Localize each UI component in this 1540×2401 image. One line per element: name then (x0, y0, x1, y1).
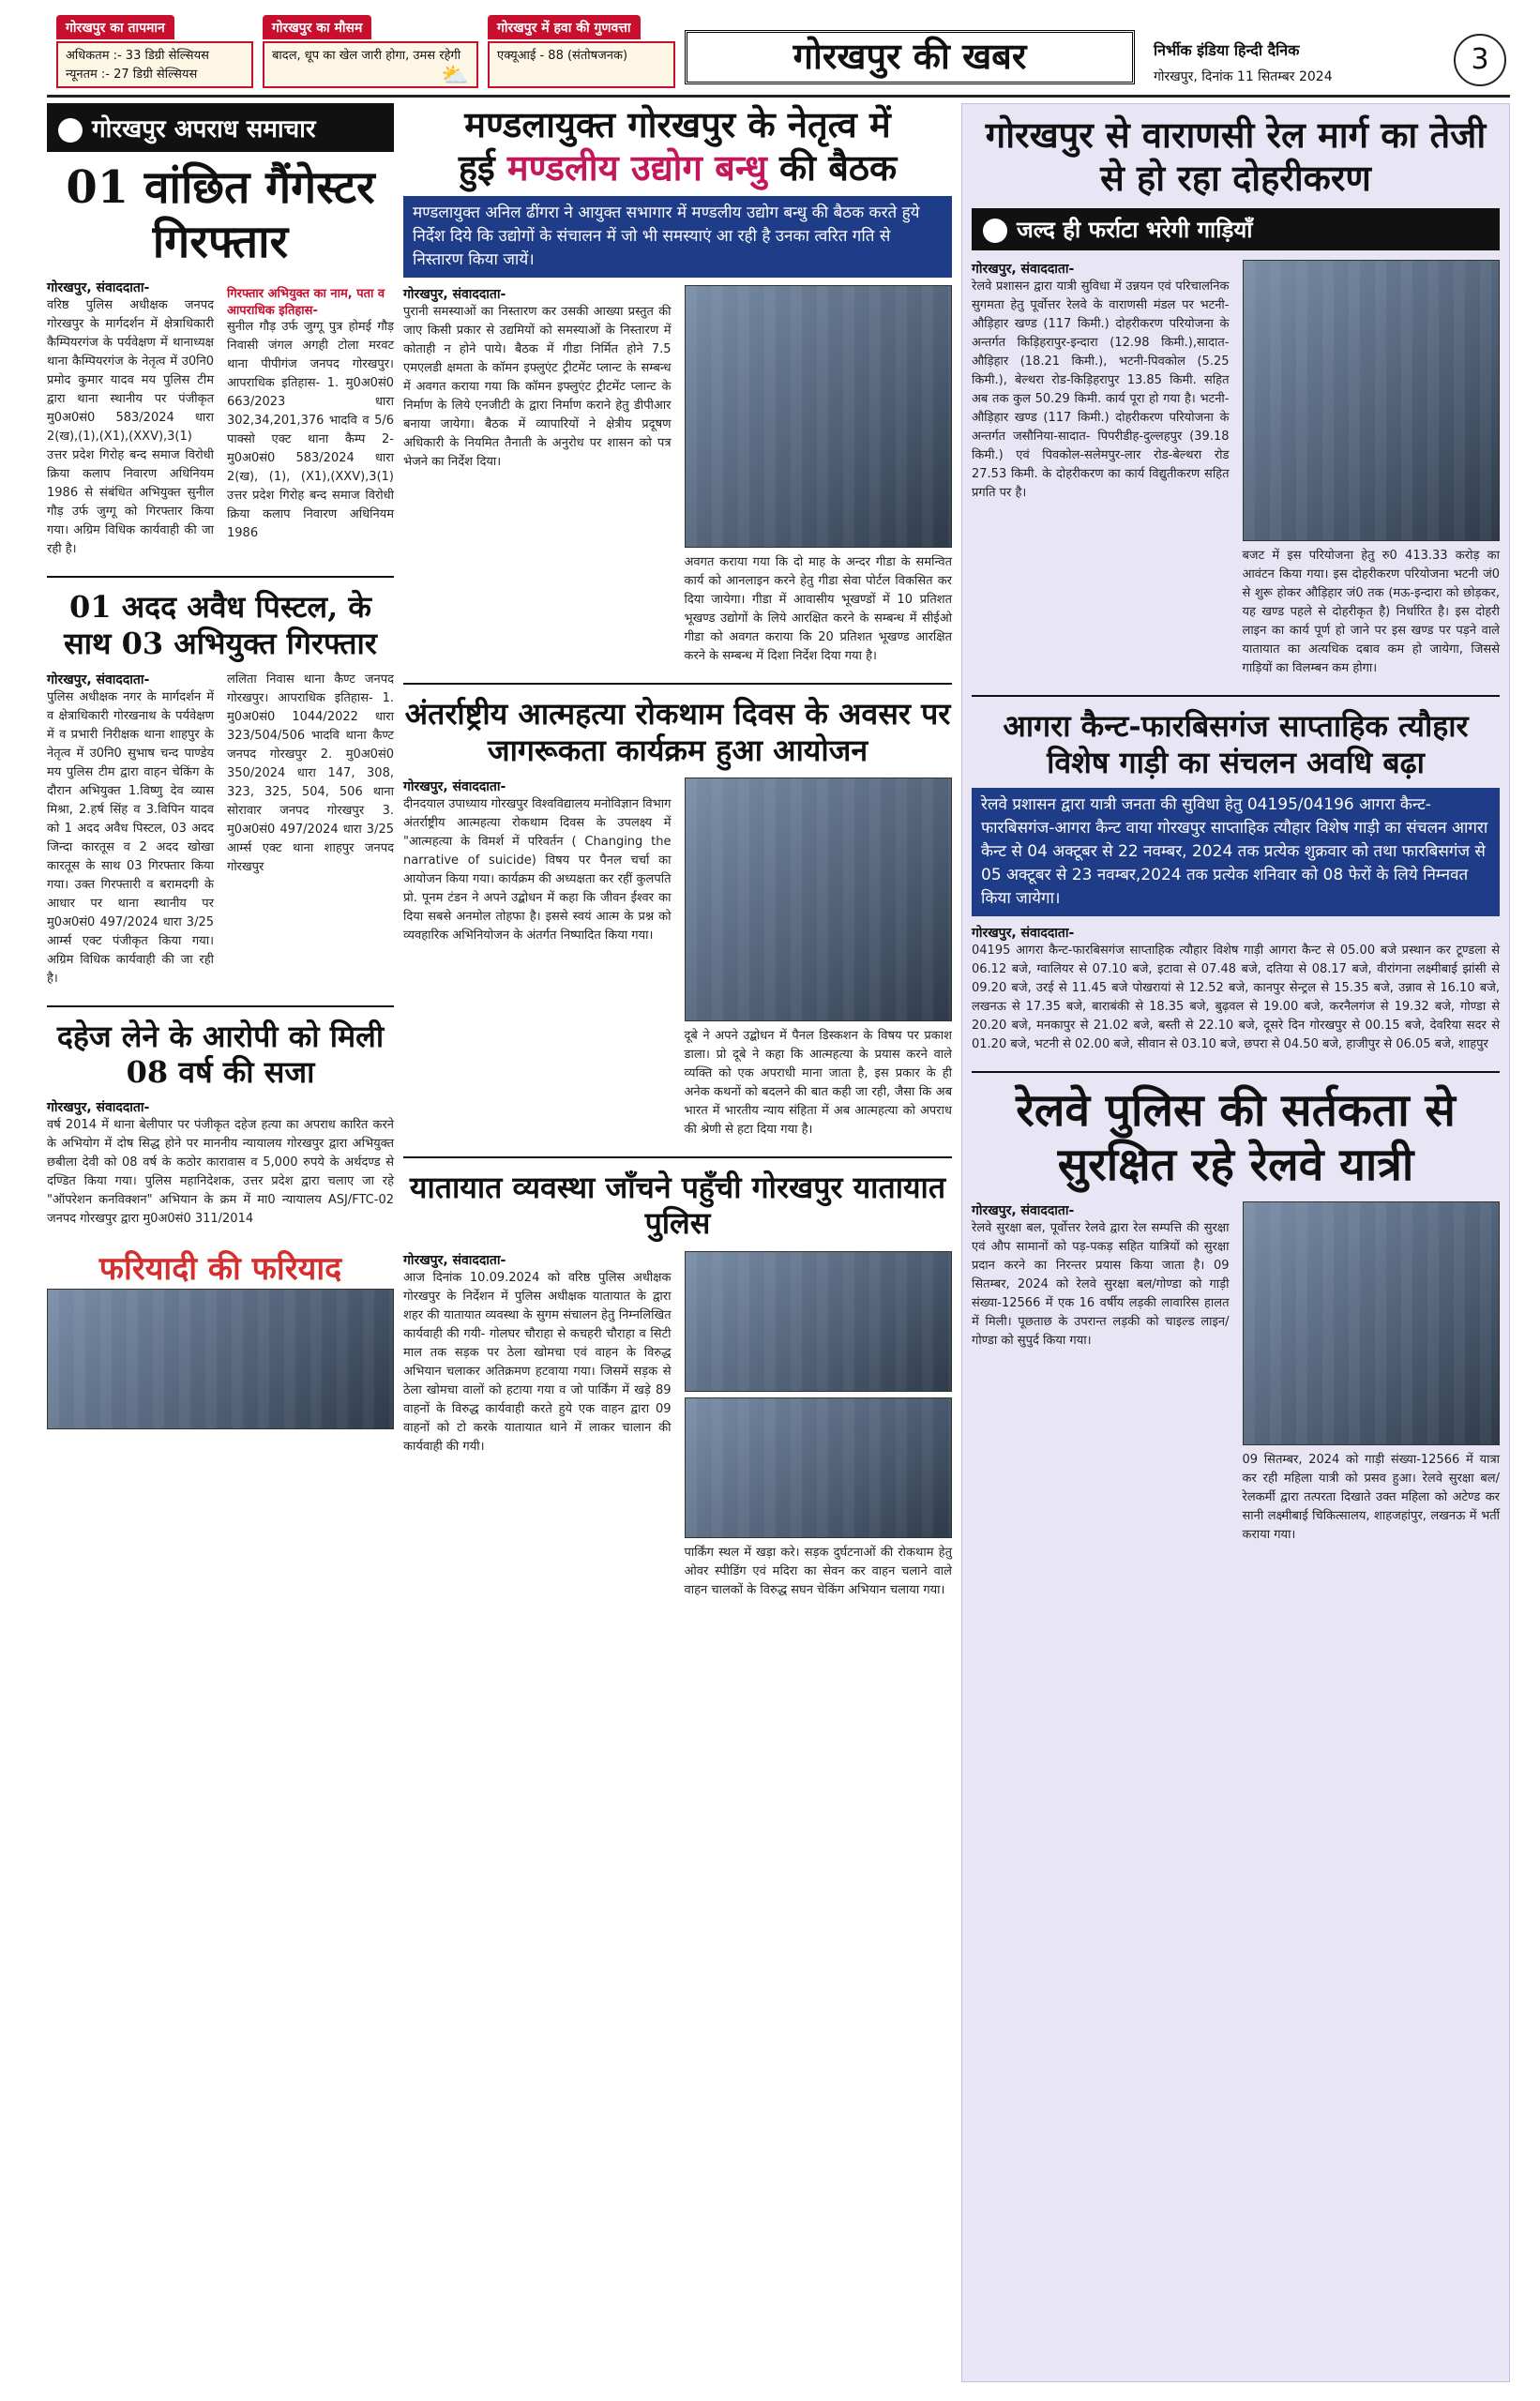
section-title: गोरखपुर की खबर (685, 30, 1135, 84)
story-body-cont: पार्किंग स्थल में खड़ा करे। सड़क दुर्घटनाओं की रोकथाम हेतु ओवर स्पीडिंग एवं मदिरा का सेवन कर वाहन चलाने वाले वाहन चालकों के विरुद्ध सघन चेकिंग अभियान चलाया गया। (684, 1545, 952, 1597)
weather-box (263, 41, 478, 88)
dateline: गोरखपुर, दिनांक 11 सितम्बर 2024 (1154, 69, 1333, 84)
story-rail-doubling (972, 113, 1500, 678)
meeting-photo (685, 285, 953, 548)
story-headline: रेलवे पुलिस की सर्तकता से सुरक्षित रहे रेलवे यात्री (1016, 1083, 1456, 1191)
masthead (47, 11, 1510, 98)
left-column (47, 103, 394, 1429)
story-gangster-arrest (47, 161, 394, 559)
side-body: सुनील गौड़ उर्फ जुग्गू पुत्र होमई गौड़ निवासी जंगल अगही टोला मरवट थाना पीपीगंज जनपद गोरखपुर। आपराधिक इतिहास- 1. मु0अ0सं0 663/2023 धारा 302,34,201,376 भादवि व 5/6 पाक्सो एक्ट थाना कैम्प 2- मु0अ0सं0 583/2024 धारा 2(ख), (1), (X1),(XXV),3(1) उत्तर प्रदेश गिरोह बन्द समाज विरोधी क्रिया कलाप निवारण अधिनियम 1986 (227, 320, 394, 541)
story-dowry-sentence (47, 1019, 394, 1229)
byline: गोरखपुर, संवाददाता- (47, 1099, 150, 1115)
story-pistol-arrest (47, 589, 394, 989)
story-headline: यातायात व्यवस्था जाँचने पहुँची गोरखपुर यातायात पुलिस (409, 1169, 946, 1242)
story-subhead: जल्द ही फर्राटा भरेगी गाड़ियाँ (972, 208, 1500, 250)
story-body-cont: 09 सितम्बर, 2024 को गाड़ी संख्या-12566 में यात्रा कर रही महिला यात्री को प्रसव हुआ। रेलवे सुरक्षा बल/रेलकर्मी द्वारा तत्परता दिखाते उक्त महिला को अटेण्ड कर सानी लक्ष्मीबाई चिकित्सालय, शाहजहांपुर, लखनऊ में भर्ती कराया गया। (1242, 1453, 1500, 1543)
story-body: वर्ष 2014 में थाना बेलीपार पर पंजीकृत दहेज हत्या का अपराध कारित करने के अभियोग में दोष सिद्ध होने पर माननीय न्यायालय गोरखपुर द्वारा अभियुक्त छबीला देवी को 08 वर्ष के कठोर कारावास व 5,000 रुपये के अर्थदण्ड से दण्डित किया गया। पुलिस महानिदेशक, उत्तर प्रदेश द्वारा चलाए जा रहे "ऑपरेशन कनविक्शन" अभियान के क्रम में मा0 न्यायालय ASJ/FTC-02 जनपद गोरखपुर द्वारा मु0अ0सं0 311/2014 (47, 1117, 394, 1226)
byline: गोरखपुर, संवाददाता- (972, 925, 1075, 941)
side-body: ललिता निवास थाना कैण्ट जनपद गोरखपुर। आपराधिक इतिहास- 1. मु0अ0सं0 1044/2022 धारा 323/504/506 भादवि थाना कैण्ट जनपद गोरखपुर 2. मु0अ0सं0 350/2024 धारा 147, 308, 323, 325, 504, 506 थाना सोरावार जनपद गोरखपुर 3. मु0अ0सं0 497/2024 धारा 3/25 आर्म्स एक्ट थाना शाहपुर जनपद गोरखपुर (227, 672, 394, 874)
story-rpf-alertness (972, 1084, 1500, 1545)
story-body-cont: बजट में इस परियोजना हेतु रु0 413.33 करोड़ का आवंटन किया गया। इस दोहरीकरण परियोजना भटनी जं0 से शुरू होकर औड़िहार जं0 तक (मऊ-इन्दारा को छोड़कर, यह खण्ड पहले से दोहरीकृत है) निर्धारित है। इस दोहरी लाइन का कार्य पूर्ण हो जाने पर इस खण्ड पर पड़ने वाले यातायात का अत्यधिक दबाव कम हो जायेगा, जिससे गाड़ियों का विलम्बन कम होगा। (1242, 549, 1500, 676)
story-traffic-police (403, 1170, 952, 1600)
divider (972, 1071, 1500, 1073)
crime-news-kicker: गोरखपुर अपराध समाचार (47, 103, 394, 152)
rpf-patrol-photo (1243, 1201, 1501, 1445)
story-body: आज दिनांक 10.09.2024 को वरिष्ठ पुलिस अधीक्षक गोरखपुर के निर्देशन में पुलिस अधीक्षक यातायात के द्वारा शहर की यातायात व्यवस्था के सुगम संचालन हेतु निम्नलिखित कार्यवाही की गयी- गोलघर चौराहा से कचहरी चौराहा व सिटी माल तक सड़क पर ठेला खोमचा एवं वाहन के विरुद्ध अभियान चलाकर अतिक्रमण हटवाया गया। जिसमें सड़क से ठेला खोमचा वालों को हटाया गया व जो पार्किंग में खड़े 89 वाहनों के विरुद्ध कार्यवाही करते हुये एक वाहन द्वारा 09 वाहनों को टो करके यातायात थाने में लाकर चालान की कार्यवाही की गयी। (403, 1270, 672, 1454)
byline: गोरखपुर, संवाददाता- (403, 778, 506, 794)
aqi-box (488, 41, 675, 88)
byline: गोरखपुर, संवाददाता- (972, 1203, 1075, 1219)
story-festival-train (972, 708, 1500, 1054)
byline: गोरखपुर, संवाददाता- (403, 287, 506, 303)
weather-text: बादल, धूप का खेल जारी होगा, उमस रहेगी (272, 49, 461, 63)
story-body: पुरानी समस्याओं का निस्तारण कर उसकी आख्या प्रस्तुत की जाए किसी प्रकार से उद्यमियों को समस्याओं के निस्तारण में कोताही न होने पाये। बैठक में गीडा निर्मित होने 7.5 एमएलडी क्षमता के कॉमन इफ्लुएंट ट्रीटमेंट प्लान्ट के सम्बन्ध में अवगत कराया गया कि कॉमन इफ्लुएंट ट्रीटमेंट प्लान्ट के निर्माण के लिये एनजीटी के द्वारा निर्माण कराने हेतु डीपीआर बनाया जायेगा। बैठक में व्यापारियों ने क्षेत्रीय प्रदूषण अधिकारी के नियमित तैनाती के अनुरोध पर शासन को पत्र भेजने का निर्देश दिया। (403, 305, 672, 470)
story-body: दीनदयाल उपाध्याय गोरखपुर विश्वविद्यालय मनोविज्ञान विभाग अंतर्राष्ट्रीय आत्महत्या रोकथाम दिवस के उपलक्ष्य में "आत्महत्या के विमर्श में परिवर्तन ( Changing the narrative of suicide) विषय पर पैनल चर्चा का आयोजन किया गया। कार्यक्रम की अध्यक्षता कर रहीं कुलपति प्रो. पूनम टंडन ने अपने उद्बोधन में कहा कि जीवन ईश्वर का दिया सबसे अनमोल तोहफा है। इससे स्वयं आत्म के प्रश्न को व्यवहारिक अभिनियोजन के अंतर्गत निष्पादित किया गया। (403, 796, 672, 943)
air-quality-tab: गोरखपुर में हवा की गुणवत्ता (488, 15, 641, 39)
office-photo (47, 1289, 394, 1429)
paper-name: निर्भीक इंडिया हिन्दी दैनिक (1154, 41, 1300, 59)
story-headline: 01 अदद अवैध पिस्टल, के साथ 03 अभियुक्त गिरफ्तार (64, 589, 377, 661)
story-body-cont: अवगत कराया गया कि दो माह के अन्दर गीडा के समन्वित कार्य को आनलाइन करने हेतु गीडा सेवा पोर्टल विकसित कर दिया जायेगा। गीडा में आवासीय भूखण्डों में 10 प्रतिशत भूखण्ड उद्योगों के लिये आरक्षित करने के सम्बन्ध में सीईओ गीडा को अवगत कराया कि 20 प्रतिशत भूखण्ड आरक्षित करने के सम्बन्ध में दिशा निर्देश दिया गया है। (684, 555, 952, 664)
story-body-cont: दूबे ने अपने उद्बोधन में पैनल डिस्कशन के विषय पर प्रकाश डाला। प्रो दूबे ने कहा कि आत्महत्या के प्रयास करने वाले व्यक्ति को एक अपराधी माना जाता है, इस प्रकार के ही अनेक कथनों को बदलने की बात कही जा रही, जैसा कि अब भारत में भारतीय न्याय संहिता में अब आत्महत्या को अपराध की श्रेणी से हटा दिया गया है। (684, 1028, 952, 1137)
min-temp: न्यूनतम :- 27 डिग्री सेल्सियस (66, 68, 198, 82)
seminar-photo (685, 778, 953, 1021)
story-udyog-bandhu (403, 103, 952, 666)
divider (47, 1005, 394, 1007)
aqi-text: एक्यूआई - 88 (संतोषजनक) (497, 49, 628, 63)
story-body: पुलिस अधीक्षक नगर के मार्गदर्शन में व क्षेत्राधिकारी गोरखनाथ के पर्यवेक्षण में व प्रभारी निरीक्षक थाना शाहपुर के नेतृत्व में उ0नि0 सुभाष चन्द पाण्डेय मय पुलिस टीम द्वारा वाहन चेकिंग के दौरान अभियुक्त 1.विष्णु देव व्यास मिश्रा, 2.हर्ष सिंह व 3.विपिन यादव को 1 अदद अवैध पिस्टल, 03 अदद जिन्दा कारतूस व 2 अदद खोखा कारतूस के साथ 03 गिरफ्तार किया गया। उक्त गिरफ्तारी व बरामदगी के आधार पर थाना स्थानीय पर मु0अ0सं0 497/2024 धारा 3/25 आर्म्स एक्ट पंजीकृत किया गया। अग्रिम विधिक कार्यवाही की जा रही है। (47, 689, 214, 986)
divider (47, 576, 394, 578)
max-temp: अधिकतम :- 33 डिग्री सेल्सियस (66, 49, 209, 63)
story-headline: मण्डलायुक्त गोरखपुर के नेतृत्व में हुई मण्डलीय उद्योग बन्धु की बैठक (458, 103, 898, 189)
story-headline: 01 वांछित गैंगेस्टर गिरफ्तार (66, 161, 375, 268)
star-badge-icon (983, 219, 1007, 243)
divider (403, 1156, 952, 1158)
sun-cloud-icon: ⛅ (441, 62, 469, 88)
weather-tab: गोरखपुर का मौसम (263, 15, 371, 39)
story-body: 04195 आगरा कैन्ट-फारबिसगंज साप्ताहिक त्यौहार विशेष गाड़ी आगरा कैन्ट से 05.00 बजे प्रस्थान कर टूण्डला से 06.12 बजे, ग्वालियर से 07.10 बजे, इटावा से 07.48 बजे, दतिया से 08.17 बजे, वीरांगना लक्ष्मीबाई झांसी से 09.20 बजे, उरई से 11.45 बजे पोखरायां से 12.52 बजे, कानपुर सेन्ट्रल से 15.35 बजे, उन्नाव से 16.10 बजे, लखनऊ से 17.35 बजे, बाराबंकी से 18.35 बजे, बुढ़वल से 19.00 बजे, करनैलगंज से 19.32 बजे, गोण्डा से 20.20 बजे, मनकापुर से 21.02 बजे, बस्ती से 22.10 बजे, दूसरे दिन गोरखपुर से 00.15 बजे, देवरिया सदर से 01.20 बजे, भटनी से 02.00 बजे, सीवान से 03.10 बजे, छपरा से 04.50 बजे, हाजीपुर से 06.05 बजे, शाहपुर (972, 943, 1500, 1051)
story-headline: दहेज लेने के आरोपी को मिली 08 वर्ष की सजा (56, 1018, 385, 1091)
story-body: वरिष्ठ पुलिस अधीक्षक जनपद गोरखपुर के मार्गदर्शन में क्षेत्राधिकारी कैम्पियरगंज के पर्यवेक्षण में थानाध्यक्ष थाना कैम्पियरगंज के नेतृत्व में उ0नि0 प्रमोद कुमार यादव मय पुलिस टीम द्वारा थाना स्थानीय पर पंजीकृत मु0अ0सं0 583/2024 धारा 2(ख),(1),(X1),(XXV),3(1) उत्तर प्रदेश गिरोह बन्द समाज विरोधी क्रिया कलाप निवारण अधिनियम 1986 से संबंधित अभियुक्त सुनील गौड़ उर्फ जुग्गू को गिरफ्तार किया गया। अग्रिम विधिक कार्यवाही की जा रही है। (47, 298, 214, 557)
fariyadi-headline: फरियादी की फरियाद (98, 1249, 342, 1288)
divider (403, 683, 952, 685)
byline: गोरखपुर, संवाददाता- (403, 1252, 506, 1268)
divider (972, 695, 1500, 697)
story-headline: गोरखपुर से वाराणसी रेल मार्ग का तेजी से हो रहा दोहरीकरण (985, 113, 1487, 199)
traffic-photo-1 (685, 1251, 953, 1392)
star-badge-icon (58, 118, 83, 143)
rail-track-photo (1243, 260, 1501, 541)
byline: गोरखपुर, संवाददाता- (972, 262, 1075, 278)
side-subhead: गिरफ्तार अभियुक्त का नाम, पता व आपराधिक इतिहास- (227, 287, 385, 319)
temperature-tab: गोरखपुर का तापमान (56, 15, 174, 39)
story-headline: अंतर्राष्ट्रीय आत्महत्या रोकथाम दिवस के अवसर पर जागरूकता कार्यक्रम हुआ आयोजन (404, 696, 951, 768)
middle-column (403, 103, 952, 1617)
right-column (961, 103, 1510, 2382)
traffic-photo-2 (685, 1397, 953, 1538)
byline: गोरखपुर, संवाददाता- (47, 672, 150, 687)
story-headline: आगरा कैन्ट-फारबिसगंज साप्ताहिक त्यौहार विशेष गाड़ी का संचलन अवधि बढ़ा (1003, 708, 1469, 780)
story-body: रेलवे सुरक्षा बल, पूर्वोत्तर रेलवे द्वारा रेल सम्पत्ति की सुरक्षा एवं औप सामानों को पड़-पकड़ सहित यात्रियों को सुरक्षा प्रदान करने का निरन्तर प्रयास किया जाता है। 09 सितम्बर, 2024 को रेलवे सुरक्षा बल/गोण्डा को गाड़ी संख्या-12566 में एक 16 वर्षीय लड़की लावारिस हालत में मिली। पूछताछ के उपरान्त लड़की को चाइल्ड लाइन/गोण्डा को सुपुर्द किया गया। (972, 1221, 1230, 1349)
byline: गोरखपुर, संवाददाता- (47, 280, 150, 296)
page-number: 3 (1454, 34, 1506, 86)
story-dek: रेलवे प्रशासन द्वारा यात्री जनता की सुविधा हेतु 04195/04196 आगरा कैन्ट-फारबिसगंज-आगरा कैन्ट वाया गोरखपुर साप्ताहिक त्यौहार विशेष गाड़ी का संचलन आगरा कैन्ट से 04 अक्टूबर से 22 नवम्बर, 2024 तक प्रत्येक शुक्रवार को तथा फारबिसगंज से 05 अक्टूबर से 23 नवम्बर,2024 तक प्रत्येक शनिवार को 08 फेरों के लिये निम्नवत किया जायेगा। (972, 788, 1500, 916)
story-suicide-prevention (403, 696, 952, 1140)
story-dek: मण्डलायुक्त अनिल ढींगरा ने आयुक्त सभागार में मण्डलीय उद्योग बन्धु की बैठक करते हुये निर्देश दिये कि उद्योगों के संचालन में जो भी समस्याएं आ रही है उनका त्वरित गति से निस्तारण किया जायें। (403, 196, 952, 278)
temperature-box (56, 41, 253, 88)
story-body: रेलवे प्रशासन द्वारा यात्री सुविधा में उन्नयन एवं परिचालनिक सुगमता हेतु पूर्वोत्तर रेलवे के वाराणसी मंडल पर भटनी-औड़िहार खण्ड (117 किमी.) दोहरीकरण परियोजना के अन्तर्गत किड़िहरापुर-इन्दारा (12.98 किमी.),सादात-औड़िहार (18.21 किमी.), भटनी-पिवकोल (5.25 किमी.), बेल्थरा रोड-किड़िहरापुर 13.85 किमी. सहित अब तक कुल 50.29 किमी. कार्य पूरा हो गया है। भटनी-औड़िहार खण्ड (117 किमी.) दोहरीकरण परियोजना के अन्तर्गत जसौनिया-सादात- पिपरीडीह-दुल्लहपुर (39.18 किमी.) एवं पिवकोल-सलेमपुर-लार रोड-बेल्थरा रोड 27.53 किमी. के दोहरीकरण का कार्य विद्युतीकरण सहित प्रगति पर है। (972, 279, 1230, 501)
